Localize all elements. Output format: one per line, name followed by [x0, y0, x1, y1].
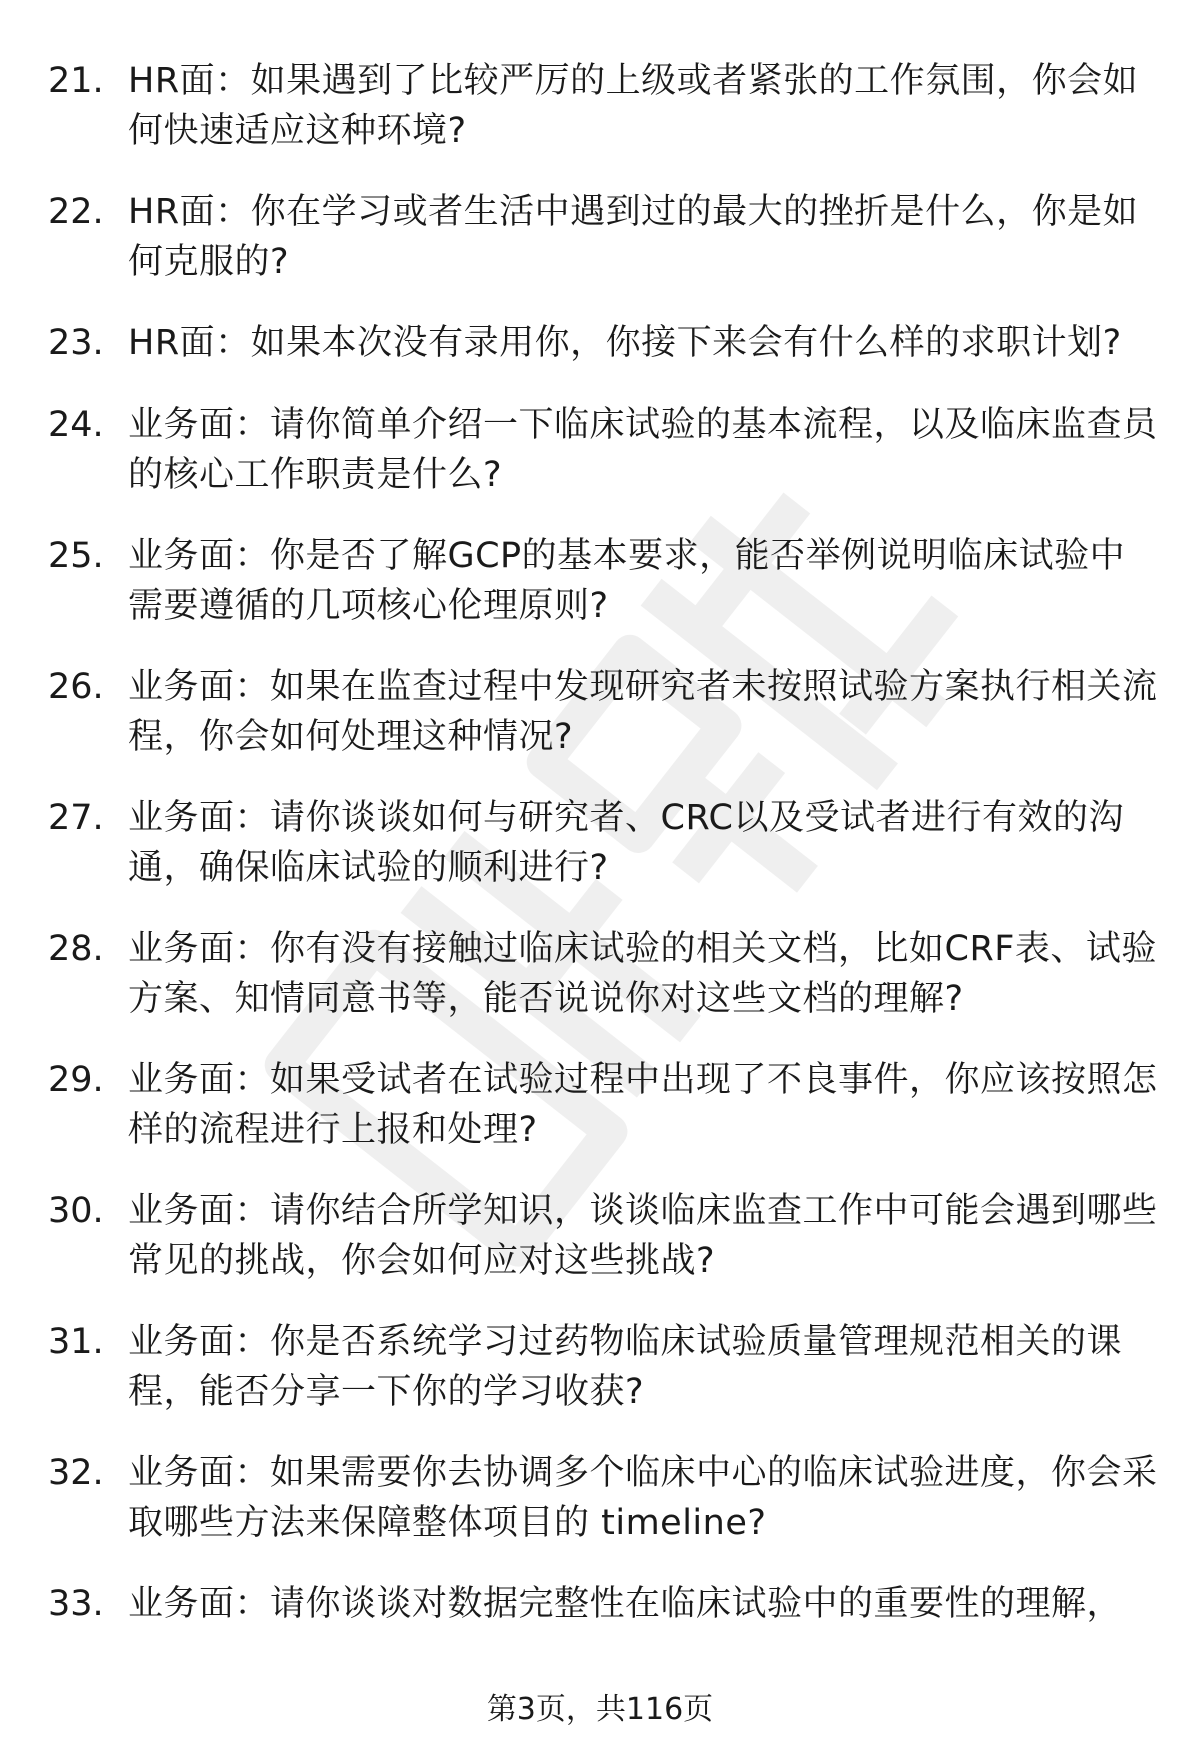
- question-number: 32.: [48, 1453, 104, 1493]
- question-number: 28.: [48, 929, 104, 969]
- list-item: [0, 924, 1200, 1055]
- question-number: 26.: [48, 667, 104, 707]
- list-item: [0, 1579, 1200, 1639]
- question-list: [0, 56, 1200, 1639]
- question-text: 业务面：请你结合所学知识，谈谈临床监查工作中可能会遇到哪些常见的挑战，你会如何应对这些挑战?: [128, 1191, 1158, 1281]
- question-text: 业务面：如果需要你去协调多个临床中心的临床试验进度，你会采取哪些方法来保障整体项目的 timeline?: [128, 1453, 1158, 1543]
- question-text: 业务面：请你简单介绍一下临床试验的基本流程，以及临床监查员的核心工作职责是什么?: [128, 405, 1158, 495]
- question-number: 27.: [48, 798, 104, 838]
- list-item: [0, 1448, 1200, 1579]
- list-item: [0, 400, 1200, 531]
- question-text: 业务面：请你谈谈对数据完整性在临床试验中的重要性的理解，: [128, 1584, 1123, 1624]
- question-text: 业务面：你有没有接触过临床试验的相关文档，比如CRF表、试验方案、知情同意书等，能否说说你对这些文档的理解?: [128, 929, 1157, 1019]
- question-text: HR面：如果本次没有录用你，你接下来会有什么样的求职计划?: [128, 323, 1122, 363]
- question-number: 22.: [48, 192, 104, 232]
- question-number: 24.: [48, 405, 104, 445]
- list-item: [0, 662, 1200, 793]
- question-number: 23.: [48, 323, 104, 363]
- question-number: 30.: [48, 1191, 104, 1231]
- question-number: 25.: [48, 536, 104, 576]
- question-text: HR面：如果遇到了比较严厉的上级或者紧张的工作氛围，你会如何快速适应这种环境?: [128, 61, 1139, 151]
- question-text: 业务面：你是否系统学习过药物临床试验质量管理规范相关的课程，能否分享一下你的学习收获?: [128, 1322, 1123, 1412]
- list-item: [0, 187, 1200, 318]
- question-number: 29.: [48, 1060, 104, 1100]
- question-text: HR面：你在学习或者生活中遇到过的最大的挫折是什么，你是如何克服的?: [128, 192, 1139, 282]
- list-item: [0, 318, 1200, 400]
- question-text: 业务面：你是否了解GCP的基本要求，能否举例说明临床试验中需要遵循的几项核心伦理原则?: [128, 536, 1126, 626]
- question-number: 21.: [48, 61, 104, 101]
- question-number: 33.: [48, 1584, 104, 1624]
- page-number-label: 第3页，共116页: [486, 1692, 714, 1727]
- question-number: 31.: [48, 1322, 104, 1362]
- list-item: [0, 1055, 1200, 1186]
- page-footer: [0, 1688, 1200, 1732]
- question-text: 业务面：如果在监查过程中发现研究者未按照试验方案执行相关流程，你会如何处理这种情况?: [128, 667, 1158, 757]
- question-text: 业务面：如果受试者在试验过程中出现了不良事件，你应该按照怎样的流程进行上报和处理?: [128, 1060, 1158, 1150]
- list-item: [0, 793, 1200, 924]
- list-item: [0, 1186, 1200, 1317]
- question-text: 业务面：请你谈谈如何与研究者、CRC以及受试者进行有效的沟通，确保临床试验的顺利进行?: [128, 798, 1124, 888]
- list-item: [0, 531, 1200, 662]
- list-item: [0, 56, 1200, 187]
- list-item: [0, 1317, 1200, 1448]
